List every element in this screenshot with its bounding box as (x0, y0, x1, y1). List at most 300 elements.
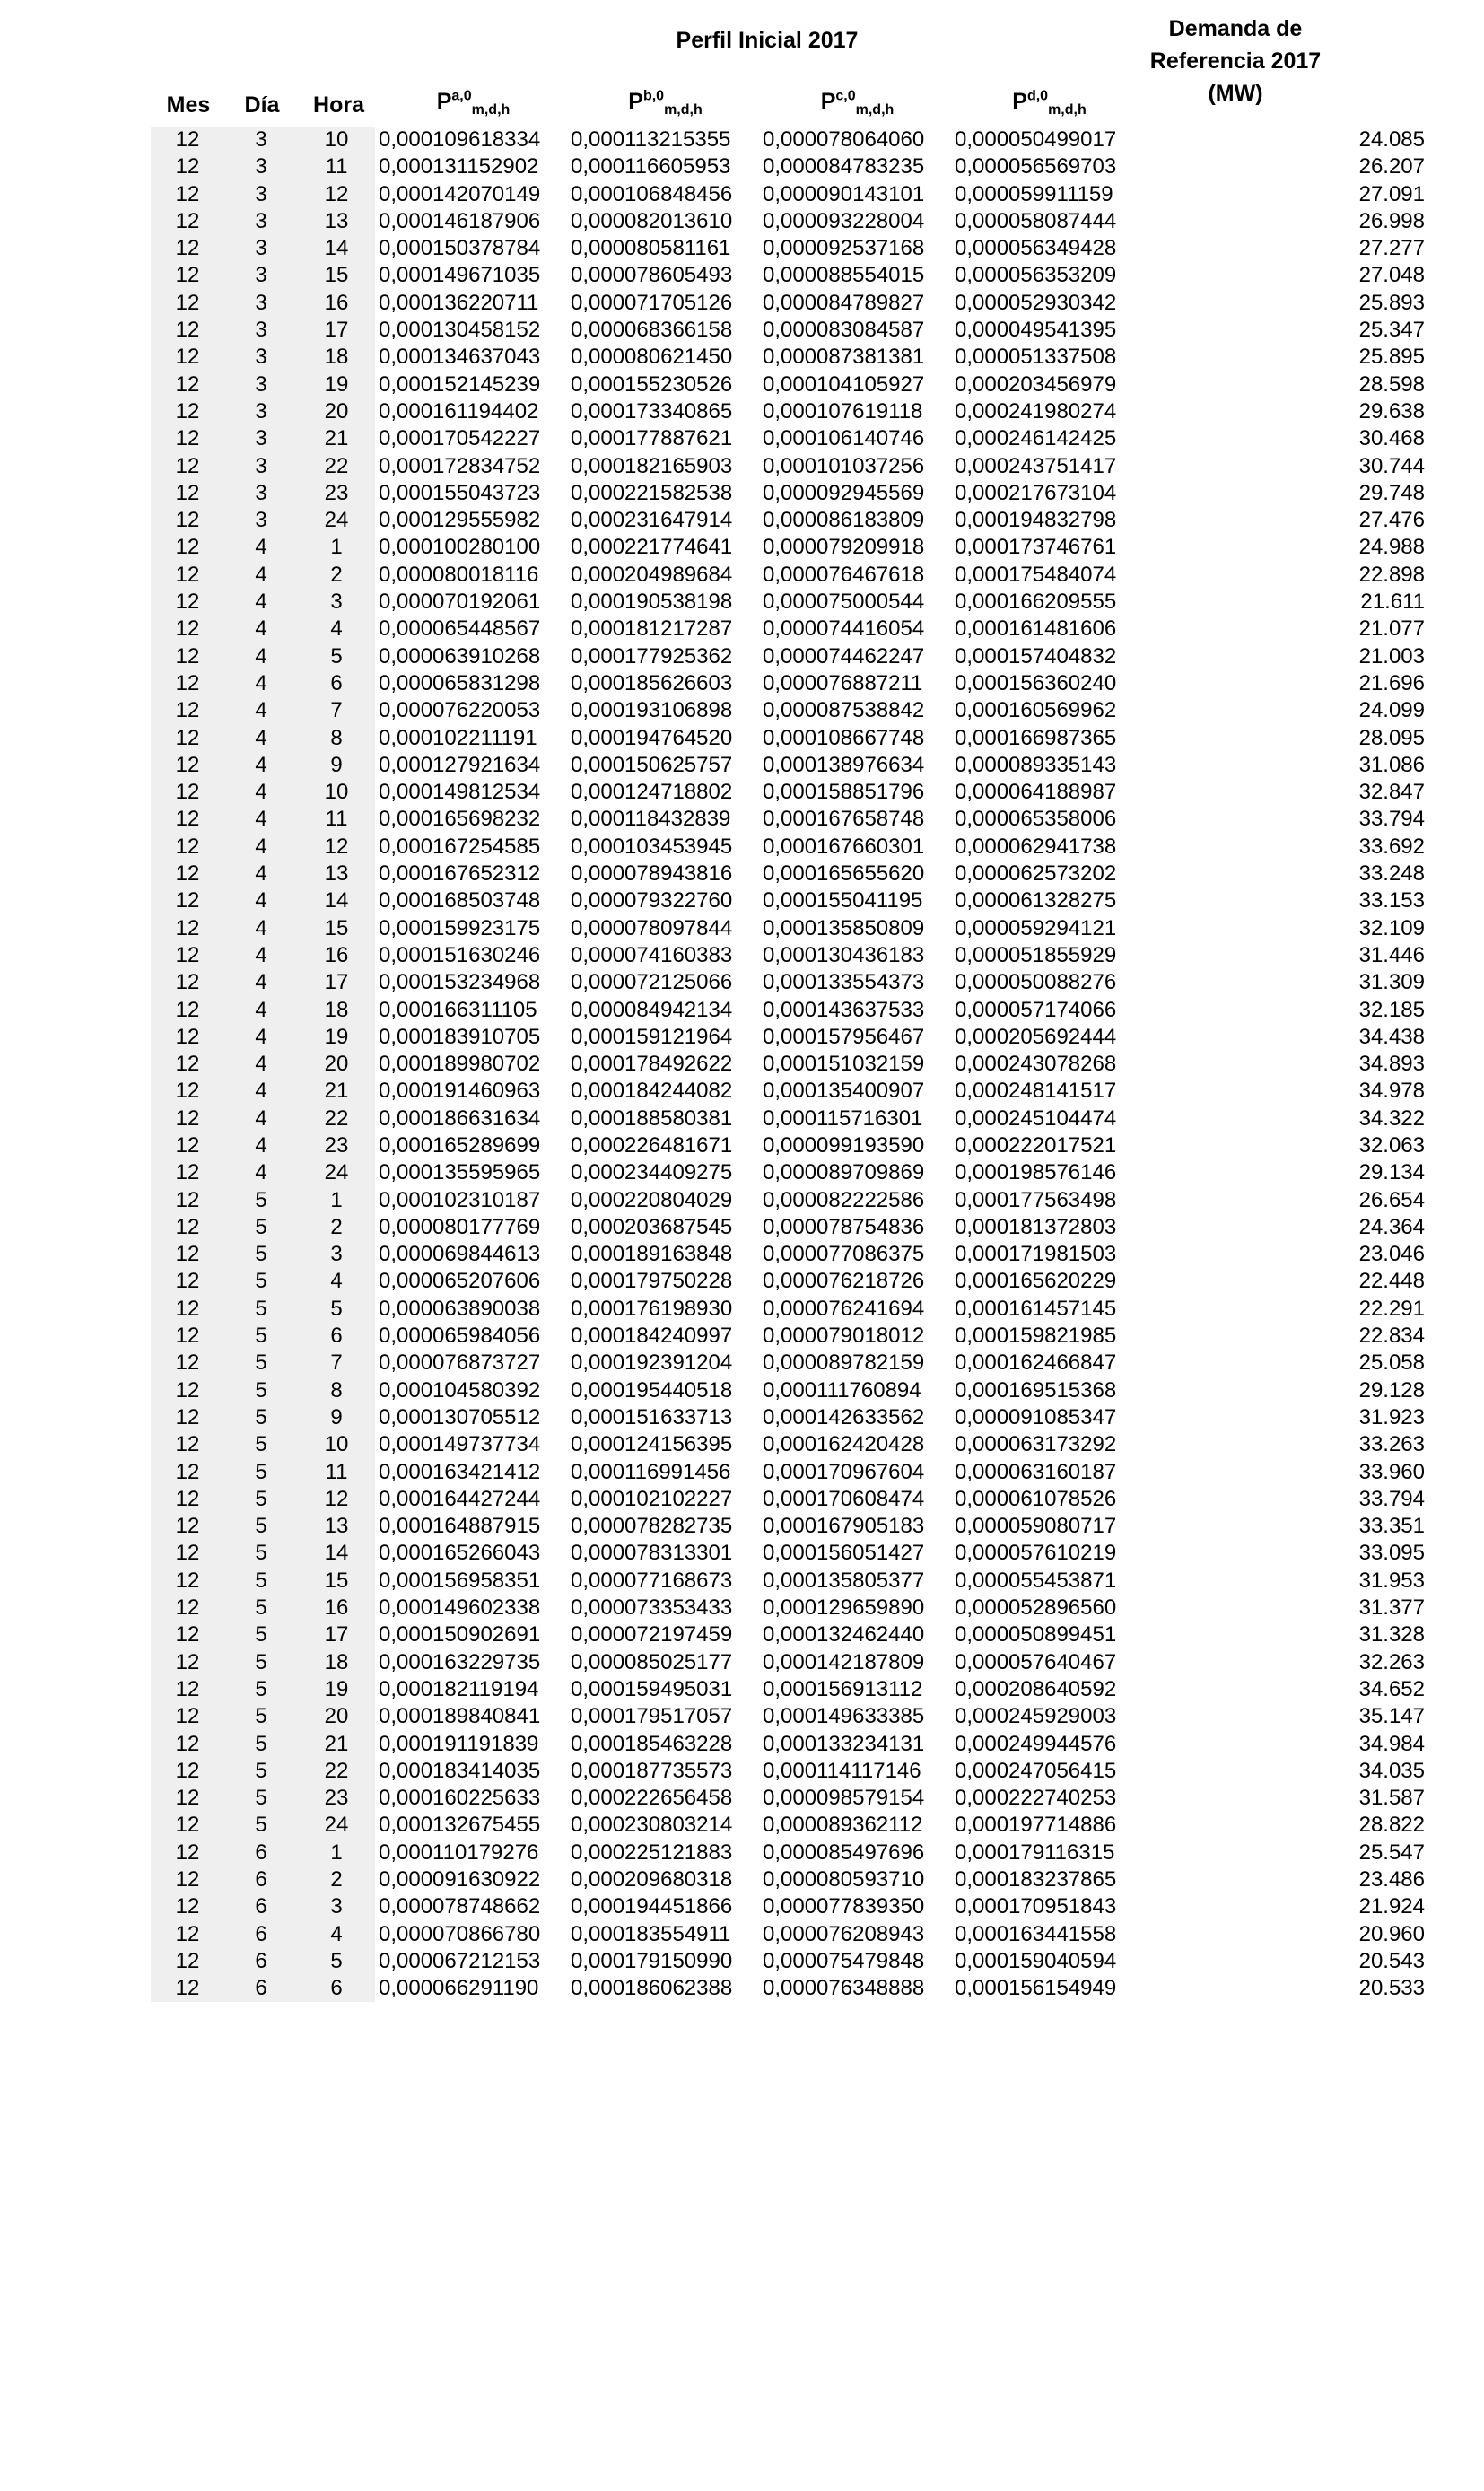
cell-pb: 0,000082013610 (571, 208, 733, 233)
cell-pb: 0,000192391204 (571, 1350, 733, 1376)
cell-pa: 0,000070866780 (379, 1921, 541, 1946)
cell-pd: 0,000243078268 (955, 1052, 1117, 1077)
cell-pa: 0,000135595965 (379, 1160, 541, 1185)
cell-mes: 12 (151, 344, 224, 371)
cell-pc: 0,000104105927 (763, 371, 925, 397)
cell-pb: 0,000185463228 (571, 1731, 733, 1756)
table-row (151, 942, 1425, 969)
cell-pd: 0,000062573202 (955, 861, 1117, 887)
table-row (151, 1241, 1425, 1268)
cell-pa: 0,000156958351 (379, 1568, 541, 1593)
cell-dia: 3 (224, 480, 298, 507)
cell-pd: 0,000205692444 (955, 1024, 1117, 1049)
cell-demanda: 31.446 (1358, 942, 1425, 967)
cell-dia: 3 (224, 371, 298, 398)
cell-dia: 5 (224, 1486, 298, 1513)
cell-pc: 0,000084789827 (763, 290, 925, 315)
cell-pc: 0,000142633562 (763, 1404, 925, 1429)
cell-mes: 12 (151, 589, 224, 616)
header-subscript: m,d,h (855, 102, 895, 118)
cell-pd: 0,000089335143 (955, 752, 1117, 777)
cell-demanda: 33.351 (1358, 1514, 1425, 1539)
cell-dia: 3 (224, 453, 298, 480)
cell-mes: 12 (151, 1296, 224, 1323)
cell-pd: 0,000065358006 (955, 807, 1117, 832)
cell-demanda: 33.692 (1358, 834, 1425, 859)
cell-mes: 12 (151, 1486, 224, 1513)
cell-mes: 12 (151, 942, 224, 969)
cell-pd: 0,000183237865 (955, 1867, 1117, 1892)
cell-dia: 4 (224, 697, 298, 724)
cell-pc: 0,000107619118 (763, 398, 923, 424)
cell-mes: 12 (151, 1975, 224, 2002)
cell-pc: 0,000074416054 (763, 616, 925, 642)
cell-pa: 0,000069844613 (379, 1242, 541, 1267)
cell-mes: 12 (151, 562, 224, 589)
cell-pb: 0,000209680318 (571, 1867, 733, 1892)
table-row (151, 1649, 1425, 1676)
cell-hora: 2 (298, 562, 375, 589)
cell-pb: 0,000177887621 (571, 426, 733, 451)
cell-mes: 12 (151, 1948, 224, 1975)
cell-dia: 5 (224, 1649, 298, 1676)
cell-demanda: 34.893 (1358, 1052, 1425, 1077)
cell-hora: 15 (298, 1568, 375, 1595)
cell-pa: 0,000183910705 (379, 1024, 541, 1049)
cell-hora: 5 (298, 1948, 375, 1975)
cell-dia: 5 (224, 1187, 298, 1214)
cell-pd: 0,000160569962 (955, 698, 1117, 723)
cell-pc: 0,000149633385 (763, 1704, 925, 1729)
cell-pb: 0,000074160383 (571, 942, 733, 967)
cell-demanda: 26.207 (1358, 154, 1425, 179)
cell-pa: 0,000152145239 (379, 371, 541, 397)
cell-demanda: 30.744 (1358, 453, 1425, 478)
cell-pc: 0,000077839350 (763, 1894, 925, 1919)
cell-hora: 13 (298, 208, 375, 235)
cell-mes: 12 (151, 779, 224, 806)
cell-pb: 0,000179750228 (571, 1269, 733, 1294)
cell-demanda: 21.077 (1358, 616, 1425, 642)
table-row (151, 344, 1425, 371)
cell-mes: 12 (151, 317, 224, 344)
cell-dia: 4 (224, 752, 298, 779)
cell-pc: 0,000157956467 (763, 1024, 925, 1049)
cell-pa: 0,000166311105 (379, 997, 537, 1022)
cell-mes: 12 (151, 1595, 224, 1621)
cell-mes: 12 (151, 1540, 224, 1567)
cell-mes: 12 (151, 1731, 224, 1758)
cell-pb: 0,000106848456 (571, 181, 733, 206)
cell-pa: 0,000164887915 (379, 1514, 541, 1539)
table-row (151, 480, 1425, 507)
cell-hora: 22 (298, 1758, 375, 1785)
cell-pb: 0,000072125066 (571, 970, 733, 995)
cell-pc: 0,000083084587 (763, 318, 925, 343)
table-row (151, 670, 1425, 697)
cell-mes: 12 (151, 425, 224, 452)
table-row (151, 1540, 1425, 1567)
cell-dia: 4 (224, 997, 298, 1024)
cell-mes: 12 (151, 153, 224, 180)
table-row (151, 1431, 1425, 1458)
cell-dia: 5 (224, 1568, 298, 1595)
header-superscript: c,0 (835, 88, 856, 104)
cell-pc: 0,000167905183 (763, 1514, 925, 1539)
cell-hora: 21 (298, 1731, 375, 1758)
cell-dia: 4 (224, 725, 298, 752)
cell-pa: 0,000076220053 (379, 698, 541, 723)
column-header-mes: Mes (166, 92, 211, 118)
cell-dia: 5 (224, 1621, 298, 1648)
table-row (151, 1051, 1425, 1078)
cell-dia: 4 (224, 1106, 298, 1132)
cell-mes: 12 (151, 1159, 224, 1186)
cell-hora: 6 (298, 1975, 375, 2002)
cell-demanda: 33.095 (1358, 1541, 1425, 1566)
cell-mes: 12 (151, 643, 224, 670)
table-row (151, 153, 1425, 180)
cell-pd: 0,000161457145 (955, 1296, 1117, 1321)
cell-demanda: 33.153 (1358, 888, 1425, 913)
cell-mes: 12 (151, 1758, 224, 1785)
cell-demanda: 23.046 (1358, 1242, 1425, 1267)
cell-pa: 0,000165266043 (379, 1541, 541, 1566)
cell-mes: 12 (151, 290, 224, 317)
cell-hora: 1 (298, 1840, 375, 1866)
table-row (151, 1296, 1425, 1323)
cell-pc: 0,000099193590 (763, 1132, 925, 1158)
cell-dia: 4 (224, 643, 298, 670)
cell-demanda: 27.048 (1358, 263, 1425, 288)
header-superscript: a,0 (451, 88, 472, 104)
cell-dia: 6 (224, 1893, 298, 1920)
demand-header-line: (MW) (1208, 81, 1263, 106)
cell-hora: 13 (298, 1513, 375, 1540)
table-row (151, 1268, 1425, 1295)
table-row (151, 1377, 1425, 1404)
cell-pc: 0,000115716301 (763, 1106, 923, 1131)
cell-pa: 0,000153234968 (379, 970, 541, 995)
cell-demanda: 29.128 (1358, 1377, 1425, 1403)
cell-dia: 5 (224, 1459, 298, 1486)
cell-mes: 12 (151, 1323, 224, 1350)
cell-pd: 0,000217673104 (955, 480, 1117, 505)
cell-demanda: 32.263 (1358, 1649, 1425, 1674)
cell-pc: 0,000162420428 (763, 1432, 925, 1457)
cell-pc: 0,000151032159 (763, 1052, 925, 1077)
cell-pb: 0,000186062388 (571, 1976, 733, 2001)
cell-pa: 0,000155043723 (379, 480, 541, 505)
cell-mes: 12 (151, 371, 224, 398)
cell-pa: 0,000150902691 (379, 1622, 541, 1648)
cell-pb: 0,000183554911 (571, 1921, 731, 1946)
column-header-pc (761, 88, 954, 118)
cell-hora: 19 (298, 1676, 375, 1703)
cell-pa: 0,000104580392 (379, 1377, 541, 1403)
cell-pa: 0,000131152902 (379, 154, 539, 179)
cell-pb: 0,000102102227 (571, 1486, 733, 1511)
cell-pc: 0,000076348888 (763, 1976, 925, 2001)
cell-pc: 0,000101037256 (763, 453, 925, 478)
cell-mes: 12 (151, 453, 224, 480)
cell-demanda: 21.924 (1358, 1894, 1425, 1919)
cell-pd: 0,000050499017 (955, 127, 1117, 152)
cell-pc: 0,000167658748 (763, 807, 925, 832)
cell-pc: 0,000079209918 (763, 535, 925, 560)
cell-dia: 4 (224, 562, 298, 589)
column-header-pa (377, 88, 570, 118)
cell-pb: 0,000116605953 (571, 154, 731, 179)
table-row (151, 208, 1425, 235)
cell-hora: 12 (298, 181, 375, 208)
cell-mes: 12 (151, 834, 224, 861)
cell-dia: 5 (224, 1214, 298, 1241)
cell-hora: 15 (298, 915, 375, 942)
cell-hora: 7 (298, 697, 375, 724)
table-row (151, 398, 1425, 425)
cell-pb: 0,000195440518 (571, 1377, 733, 1403)
cell-pc: 0,000093228004 (763, 208, 925, 233)
cell-pa: 0,000167652312 (379, 861, 541, 887)
cell-dia: 3 (224, 181, 298, 208)
cell-hora: 10 (298, 127, 375, 153)
cell-demanda: 22.291 (1358, 1296, 1425, 1321)
cell-pa: 0,000065207606 (379, 1269, 541, 1294)
cell-hora: 3 (298, 1893, 375, 1920)
cell-pc: 0,000138976634 (763, 752, 925, 777)
cell-mes: 12 (151, 1404, 224, 1431)
cell-pa: 0,000159923175 (379, 915, 541, 940)
cell-pa: 0,000065448567 (379, 616, 541, 642)
cell-pd: 0,000057174066 (955, 997, 1117, 1022)
cell-hora: 24 (298, 1159, 375, 1186)
cell-dia: 3 (224, 290, 298, 317)
cell-pb: 0,000190538198 (571, 590, 733, 615)
cell-dia: 5 (224, 1731, 298, 1758)
cell-pb: 0,000226481671 (571, 1132, 733, 1158)
table-row (151, 1568, 1425, 1595)
table-row (151, 861, 1425, 887)
cell-hora: 11 (298, 1459, 375, 1486)
cell-demanda: 34.978 (1358, 1079, 1425, 1104)
cell-demanda: 35.147 (1358, 1704, 1425, 1729)
cell-pb: 0,000184244082 (571, 1079, 733, 1104)
cell-mes: 12 (151, 480, 224, 507)
cell-pd: 0,000170951843 (955, 1894, 1117, 1919)
cell-demanda: 26.654 (1358, 1187, 1425, 1212)
cell-pc: 0,000076887211 (763, 670, 923, 695)
cell-dia: 4 (224, 616, 298, 642)
cell-dia: 5 (224, 1241, 298, 1268)
cell-pb: 0,000150625757 (571, 752, 733, 777)
cell-pb: 0,000234409275 (571, 1160, 733, 1185)
cell-demanda: 21.611 (1360, 590, 1425, 615)
cell-pd: 0,000177563498 (955, 1187, 1117, 1212)
cell-hora: 12 (298, 834, 375, 861)
cell-pc: 0,000133234131 (763, 1731, 925, 1756)
cell-mes: 12 (151, 1840, 224, 1866)
cell-pd: 0,000061078526 (955, 1486, 1117, 1511)
table-row (151, 317, 1425, 344)
cell-demanda: 29.134 (1358, 1160, 1425, 1185)
cell-hora: 4 (298, 1921, 375, 1948)
cell-mes: 12 (151, 1268, 224, 1295)
cell-pd: 0,000057610219 (955, 1541, 1117, 1566)
cell-demanda: 34.438 (1358, 1024, 1425, 1049)
cell-dia: 3 (224, 235, 298, 262)
cell-mes: 12 (151, 1513, 224, 1540)
table-row (151, 1948, 1425, 1975)
cell-mes: 12 (151, 398, 224, 425)
cell-dia: 4 (224, 969, 298, 996)
column-header-demanda (1132, 13, 1339, 109)
cell-demanda: 24.085 (1358, 127, 1425, 152)
cell-pd: 0,000159040594 (955, 1948, 1117, 1973)
cell-hora: 14 (298, 1540, 375, 1567)
cell-pa: 0,000065831298 (379, 670, 541, 695)
cell-pc: 0,000129659890 (763, 1595, 925, 1621)
cell-pa: 0,000189840841 (379, 1704, 541, 1729)
cell-dia: 6 (224, 1866, 298, 1893)
table-row (151, 752, 1425, 779)
cell-pb: 0,000103453945 (571, 834, 733, 859)
cell-pa: 0,000142070149 (379, 181, 541, 206)
table-row (151, 1785, 1425, 1812)
cell-hora: 2 (298, 1214, 375, 1241)
cell-demanda: 24.099 (1358, 698, 1425, 723)
cell-pd: 0,000246142425 (955, 426, 1117, 451)
cell-pc: 0,000111760894 (763, 1377, 921, 1403)
cell-demanda: 33.960 (1358, 1459, 1425, 1484)
cell-pd: 0,000157404832 (955, 643, 1117, 669)
table-row (151, 1024, 1425, 1051)
cell-pa: 0,000066291190 (379, 1976, 539, 2001)
cell-pc: 0,000074462247 (763, 643, 925, 669)
cell-demanda: 24.364 (1358, 1214, 1425, 1239)
cell-demanda: 29.638 (1358, 398, 1425, 424)
cell-hora: 18 (298, 344, 375, 371)
cell-pc: 0,000084783235 (763, 154, 925, 179)
cell-pd: 0,000194832798 (955, 508, 1117, 533)
cell-hora: 13 (298, 861, 375, 887)
cell-dia: 4 (224, 779, 298, 806)
cell-pb: 0,000073353433 (571, 1595, 733, 1621)
table-row (151, 643, 1425, 670)
table-row (151, 1621, 1425, 1648)
cell-demanda: 28.598 (1358, 371, 1425, 397)
cell-pa: 0,000132675455 (379, 1813, 541, 1838)
cell-pc: 0,000170967604 (763, 1459, 925, 1484)
cell-demanda: 24.988 (1358, 535, 1425, 560)
cell-pd: 0,000222017521 (955, 1132, 1117, 1158)
cell-pc: 0,000108667748 (763, 725, 925, 750)
cell-dia: 4 (224, 670, 298, 697)
table-row (151, 1758, 1425, 1785)
cell-mes: 12 (151, 1132, 224, 1159)
cell-demanda: 20.533 (1358, 1976, 1425, 2001)
cell-mes: 12 (151, 1812, 224, 1839)
cell-demanda: 21.696 (1358, 670, 1425, 695)
table-row (151, 834, 1425, 861)
table-row (151, 371, 1425, 398)
cell-pb: 0,000078282735 (571, 1514, 733, 1539)
cell-pc: 0,000132462440 (763, 1622, 925, 1648)
cell-demanda: 20.960 (1358, 1921, 1425, 1946)
cell-pc: 0,000085497696 (763, 1840, 925, 1865)
cell-hora: 3 (298, 589, 375, 616)
cell-pc: 0,000075479848 (763, 1948, 925, 1973)
cell-dia: 4 (224, 806, 298, 833)
cell-pb: 0,000113215355 (571, 127, 731, 152)
table-row (151, 1350, 1425, 1377)
cell-pa: 0,000080177769 (379, 1214, 541, 1239)
cell-pb: 0,000079322760 (571, 888, 733, 913)
cell-pa: 0,000130705512 (379, 1404, 541, 1429)
cell-pc: 0,000076241694 (763, 1296, 925, 1321)
cell-pd: 0,000169515368 (955, 1377, 1117, 1403)
cell-pb: 0,000231647914 (571, 508, 733, 533)
cell-mes: 12 (151, 1241, 224, 1268)
cell-pa: 0,000168503748 (379, 888, 541, 913)
cell-demanda: 25.547 (1358, 1840, 1425, 1865)
table-row (151, 1812, 1425, 1839)
cell-pa: 0,000063910268 (379, 643, 541, 669)
cell-demanda: 31.953 (1358, 1568, 1425, 1593)
cell-pa: 0,000189980702 (379, 1052, 541, 1077)
cell-demanda: 23.486 (1358, 1867, 1425, 1892)
cell-hora: 12 (298, 1486, 375, 1513)
cell-pc: 0,000078754836 (763, 1214, 925, 1239)
cell-demanda: 28.095 (1358, 725, 1425, 750)
cell-mes: 12 (151, 1649, 224, 1676)
cell-pd: 0,000161481606 (955, 616, 1117, 642)
cell-mes: 12 (151, 887, 224, 914)
cell-mes: 12 (151, 1024, 224, 1051)
cell-demanda: 34.652 (1358, 1676, 1425, 1701)
cell-demanda: 22.834 (1358, 1324, 1425, 1349)
cell-demanda: 31.309 (1358, 970, 1425, 995)
cell-pa: 0,000149812534 (379, 780, 541, 805)
cell-pb: 0,000080581161 (571, 236, 731, 261)
cell-demanda: 22.898 (1358, 562, 1425, 587)
cell-mes: 12 (151, 1893, 224, 1920)
cell-pd: 0,000166987365 (955, 725, 1117, 750)
cell-mes: 12 (151, 1621, 224, 1648)
table-row (151, 1866, 1425, 1893)
table-row (151, 1106, 1425, 1132)
cell-dia: 3 (224, 127, 298, 153)
cell-hora: 16 (298, 942, 375, 969)
cell-pa: 0,000172834752 (379, 453, 541, 478)
table-row (151, 562, 1425, 589)
cell-pc: 0,000155041195 (763, 888, 923, 913)
cell-pd: 0,000055453871 (955, 1568, 1117, 1593)
cell-dia: 4 (224, 915, 298, 942)
cell-pb: 0,000194451866 (571, 1894, 733, 1919)
table-row (151, 1921, 1425, 1948)
cell-dia: 4 (224, 942, 298, 969)
cell-pa: 0,000067212153 (379, 1948, 541, 1973)
cell-mes: 12 (151, 181, 224, 208)
cell-demanda: 22.448 (1358, 1269, 1425, 1294)
cell-pa: 0,000183414035 (379, 1758, 541, 1783)
cell-pa: 0,000070192061 (379, 590, 541, 615)
cell-pb: 0,000072197459 (571, 1622, 733, 1648)
cell-pa: 0,000170542227 (379, 426, 541, 451)
cell-dia: 4 (224, 861, 298, 887)
cell-dia: 4 (224, 1132, 298, 1159)
